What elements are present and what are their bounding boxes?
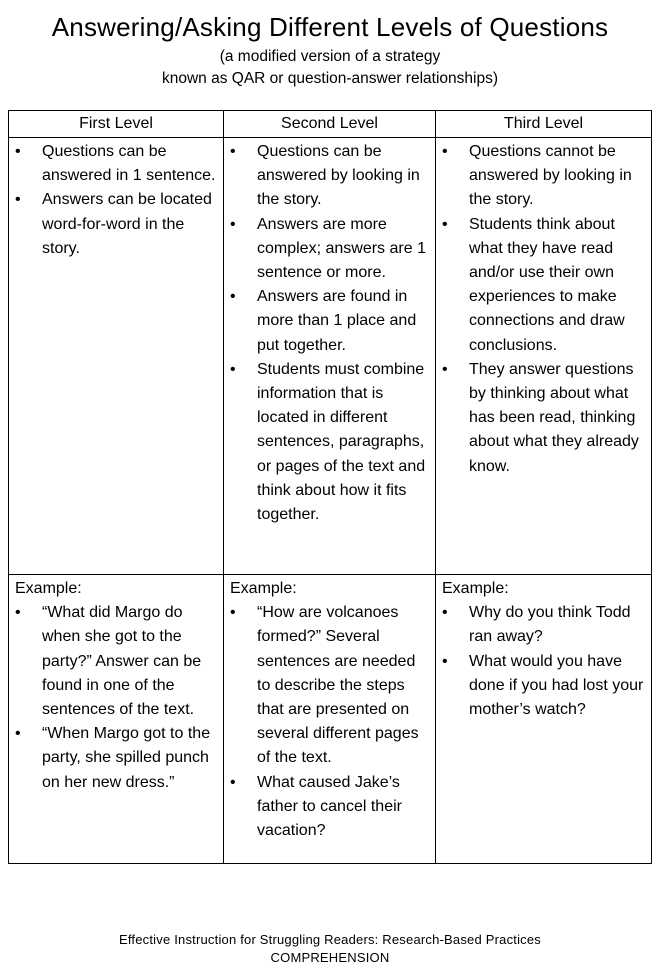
example-label: Example: xyxy=(442,580,509,597)
subtitle-line-2: known as QAR or question-answer relationships) xyxy=(162,70,498,87)
page-subtitle xyxy=(0,46,660,90)
example-row xyxy=(9,575,652,864)
first-level-example-cell xyxy=(9,575,224,864)
description-row xyxy=(9,138,652,575)
header-first-level: First Level xyxy=(9,111,224,138)
second-level-description-cell xyxy=(224,138,436,575)
second-level-example-cell xyxy=(224,575,436,864)
footer-section: COMPREHENSION xyxy=(270,950,390,965)
list-item: • What would you have done if you had lost your mother’s watch? xyxy=(442,650,647,723)
list-item: • Answers can be located word-for-word in the story. xyxy=(15,188,219,261)
header-third-level: Third Level xyxy=(436,111,652,138)
list-item: • Students must combine information that is located in different sentences, paragraphs, or pages of the text and think about how it fits together. xyxy=(230,358,431,527)
header-row xyxy=(9,111,652,138)
third-level-example-cell xyxy=(436,575,652,864)
list-item: • What caused Jake’s father to cancel their vacation? xyxy=(230,771,431,844)
list-item: • “What did Margo do when she got to the party?” Answer can be found in one of the sentences of the text. xyxy=(15,601,219,722)
list-item: • Students think about what they have read and/or use their own experiences to make connections and draw conclusions. xyxy=(442,213,647,358)
list-item: • Answers are found in more than 1 place and put together. xyxy=(230,285,431,358)
list-item: • They answer questions by thinking about what has been read, thinking about what they already know. xyxy=(442,358,647,479)
footer-source: Effective Instruction for Struggling Readers: Research-Based Practices xyxy=(118,932,541,947)
list-item: • “When Margo got to the party, she spilled punch on her new dress.” xyxy=(15,722,219,795)
list-item: • Answers are more complex; answers are 1 sentence or more. xyxy=(230,213,431,286)
third-level-description-cell xyxy=(436,138,652,575)
question-levels-table xyxy=(8,110,652,864)
list-item: • Questions can be answered by looking in the story. xyxy=(230,140,431,213)
list-item: • Why do you think Todd ran away? xyxy=(442,601,647,649)
list-item: • “How are volcanoes formed?” Several sentences are needed to describe the steps that are presented on several different pages of the text. xyxy=(230,601,431,770)
page-footer xyxy=(0,931,660,967)
list-item: • Questions can be answered in 1 sentence. xyxy=(15,140,219,188)
example-label: Example: xyxy=(230,580,297,597)
subtitle-line-1: (a modified version of a strategy xyxy=(219,48,441,65)
example-label: Example: xyxy=(15,580,82,597)
header-second-level: Second Level xyxy=(224,111,436,138)
page-title: Answering/Asking Different Levels of Questions xyxy=(51,12,609,42)
first-level-description-cell xyxy=(9,138,224,575)
list-item: • Questions cannot be answered by looking in the story. xyxy=(442,140,647,213)
